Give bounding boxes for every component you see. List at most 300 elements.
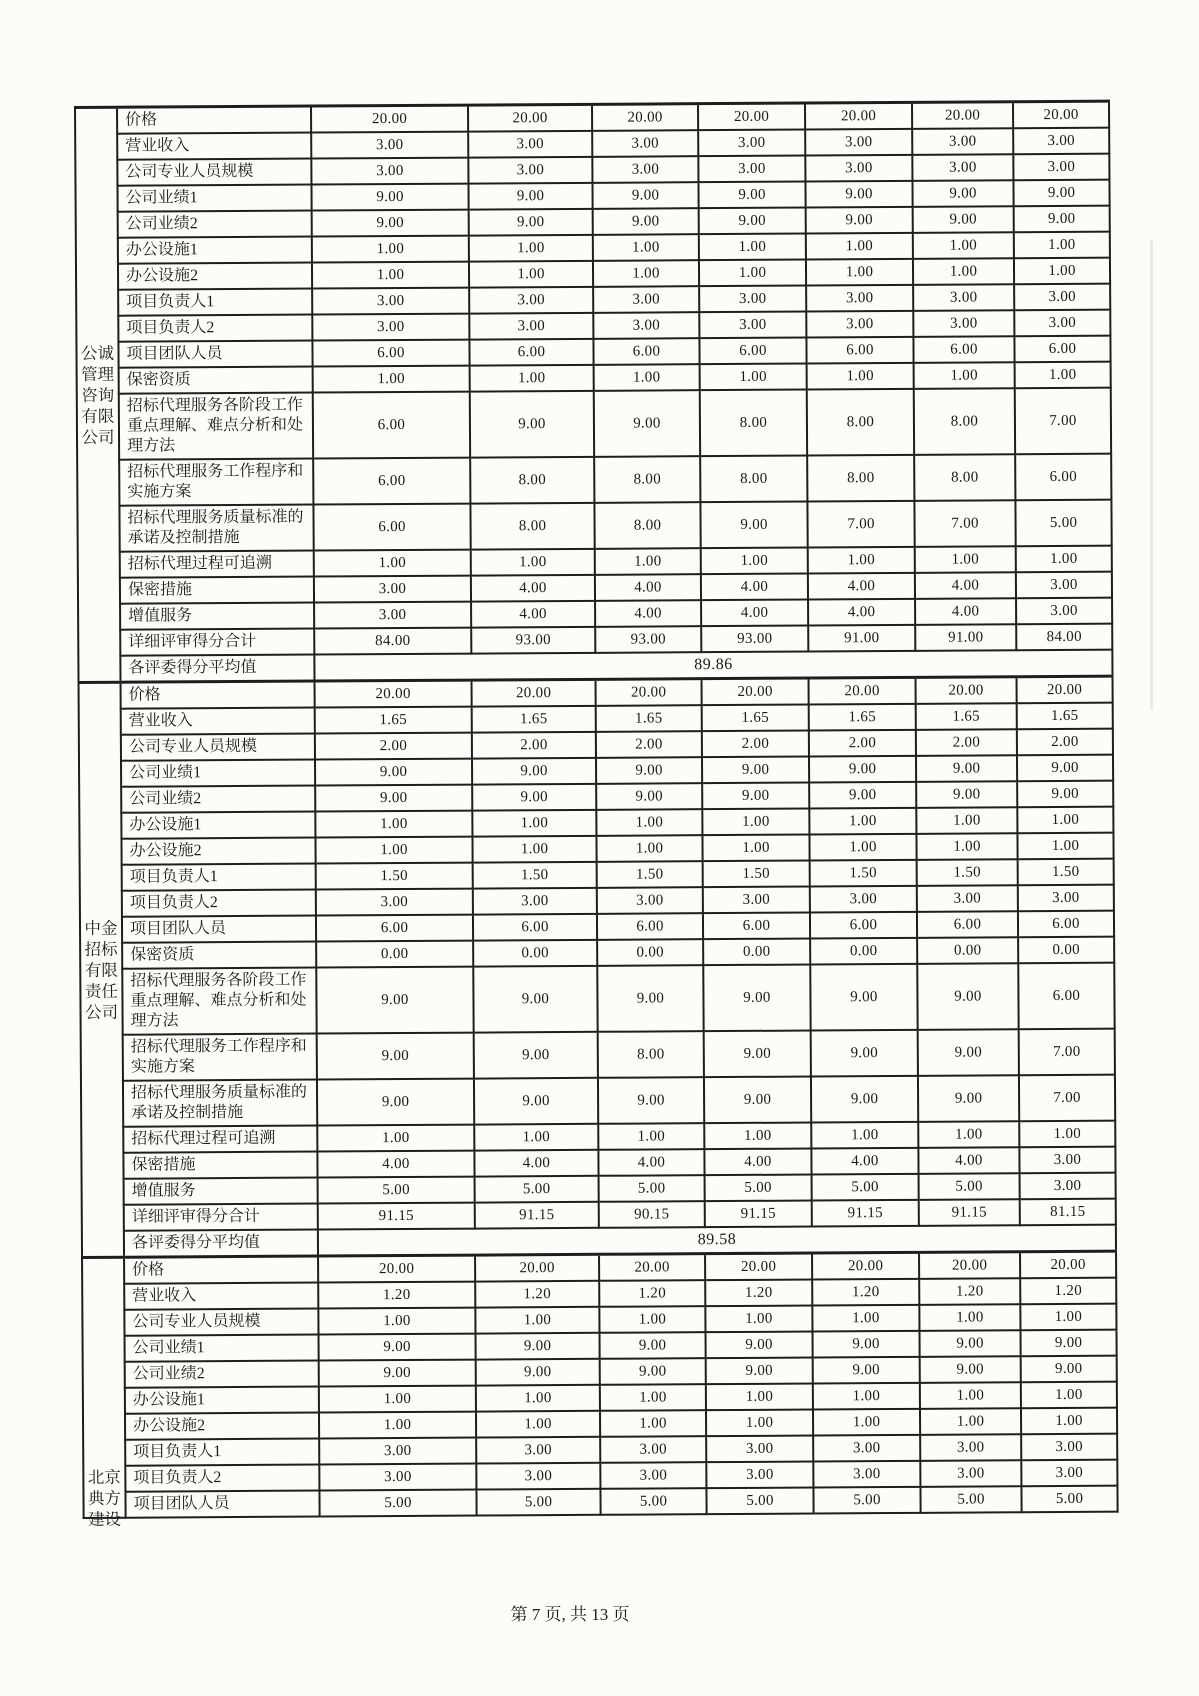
score-cell: 1.00 — [474, 1124, 598, 1151]
score-cell: 1.00 — [319, 1386, 476, 1413]
score-cell: 8.00 — [914, 388, 1015, 455]
criterion-label-cell: 办公设施1 — [118, 237, 312, 264]
score-cell: 3.00 — [805, 129, 912, 156]
score-cell: 7.00 — [1015, 388, 1111, 455]
score-cell: 6.00 — [313, 458, 470, 505]
score-cell: 1.00 — [319, 1412, 476, 1439]
score-cell: 1.65 — [1017, 703, 1113, 730]
score-cell: 8.00 — [807, 389, 914, 456]
score-cell: 9.00 — [476, 1333, 600, 1360]
score-cell: 1.00 — [1017, 833, 1113, 860]
score-cell: 6.00 — [313, 392, 470, 459]
score-cell: 3.00 — [592, 156, 698, 183]
criterion-label-cell: 招标代理服务各阶段工作重点理解、难点分析和处理方法 — [122, 968, 316, 1035]
score-cell: 9.00 — [706, 1358, 813, 1385]
score-cell: 91.15 — [475, 1202, 599, 1229]
score-cell: 1.00 — [476, 1385, 600, 1412]
score-cell: 1.00 — [701, 548, 808, 575]
score-cell: 2.00 — [315, 733, 472, 760]
score-cell: 4.00 — [701, 574, 808, 601]
criterion-label-cell: 公司专业人员规模 — [117, 159, 311, 186]
score-cell: 3.00 — [913, 310, 1014, 337]
score-cell: 20.00 — [472, 679, 596, 706]
score-row — [77, 388, 1111, 460]
score-cell: 9.00 — [472, 758, 596, 785]
score-cell: 3.00 — [314, 576, 471, 603]
criterion-label-cell: 公司专业人员规模 — [124, 1309, 318, 1336]
score-cell: 1.00 — [594, 364, 700, 391]
score-cell: 1.00 — [702, 809, 809, 836]
score-cell: 1.20 — [318, 1282, 475, 1309]
score-cell: 9.00 — [593, 208, 699, 235]
score-cell: 9.00 — [704, 1077, 811, 1124]
criterion-label-cell: 办公设施2 — [121, 838, 315, 865]
score-cell: 3.00 — [912, 154, 1013, 181]
score-cell: 20.00 — [599, 1254, 705, 1281]
score-cell: 1.50 — [703, 861, 810, 888]
score-cell: 3.00 — [312, 288, 469, 315]
score-cell: 1.00 — [1014, 232, 1110, 259]
score-cell: 20.00 — [315, 680, 472, 707]
score-cell: 1.00 — [806, 233, 913, 260]
score-cell: 1.00 — [919, 1304, 1020, 1331]
score-cell: 3.00 — [1014, 284, 1110, 311]
score-cell: 9.00 — [597, 965, 703, 1032]
score-cell: 9.00 — [703, 965, 810, 1032]
score-cell: 1.00 — [809, 834, 916, 861]
score-cell: 93.00 — [701, 626, 808, 653]
score-cell: 9.00 — [912, 180, 1013, 207]
score-cell: 5.00 — [705, 1175, 812, 1202]
score-cell: 1.00 — [916, 807, 1017, 834]
score-cell: 9.00 — [594, 390, 700, 457]
criterion-label-cell: 增值服务 — [124, 1178, 318, 1205]
score-cell: 5.00 — [476, 1489, 600, 1516]
score-cell: 1.00 — [913, 232, 1014, 259]
score-cell: 1.00 — [1021, 1382, 1117, 1409]
score-cell: 3.00 — [920, 1434, 1021, 1461]
score-cell: 3.00 — [473, 888, 597, 915]
score-cell: 3.00 — [1019, 1147, 1115, 1174]
score-cell: 9.00 — [317, 1033, 474, 1080]
score-cell: 6.00 — [917, 911, 1018, 938]
score-cell: 1.65 — [472, 706, 596, 733]
score-cell: 4.00 — [811, 1148, 918, 1175]
score-cell: 1.00 — [595, 548, 701, 575]
score-cell: 3.00 — [468, 157, 592, 184]
score-cell: 6.00 — [473, 914, 597, 941]
score-cell: 1.00 — [808, 547, 915, 574]
score-cell: 9.00 — [811, 1030, 918, 1077]
score-cell: 1.00 — [471, 549, 595, 576]
score-cell: 3.00 — [600, 1462, 706, 1489]
score-cell: 9.00 — [918, 1075, 1019, 1122]
score-cell: 7.00 — [1019, 1029, 1115, 1076]
score-cell: 5.00 — [599, 1175, 705, 1202]
score-cell: 84.00 — [314, 628, 471, 655]
score-cell: 20.00 — [596, 679, 702, 706]
criterion-label-cell: 公司业绩1 — [121, 760, 315, 787]
score-cell: 6.00 — [597, 913, 703, 940]
score-cell: 9.00 — [319, 1334, 476, 1361]
score-cell: 9.00 — [316, 967, 473, 1034]
criterion-label-cell: 项目团队人员 — [118, 341, 312, 368]
score-cell: 5.00 — [920, 1486, 1021, 1513]
score-cell: 9.00 — [592, 182, 698, 209]
score-cell: 1.00 — [1014, 258, 1110, 285]
score-cell: 5.00 — [318, 1177, 475, 1204]
score-cell: 5.00 — [812, 1174, 919, 1201]
score-cell: 3.00 — [469, 313, 593, 340]
score-cell: 3.00 — [913, 284, 1014, 311]
score-cell: 1.00 — [600, 1410, 706, 1437]
score-row — [83, 1486, 1117, 1518]
score-cell: 9.00 — [474, 1078, 598, 1125]
score-cell: 20.00 — [809, 677, 916, 704]
score-cell: 1.20 — [812, 1279, 919, 1306]
score-cell: 0.00 — [473, 940, 597, 967]
score-cell: 1.00 — [918, 1121, 1019, 1148]
criterion-label-cell: 项目负责人2 — [118, 315, 312, 342]
score-cell: 20.00 — [318, 1255, 475, 1282]
score-cell: 20.00 — [705, 1253, 812, 1280]
criterion-label-cell: 公司业绩1 — [117, 185, 311, 212]
score-cell: 9.00 — [1017, 781, 1113, 808]
criterion-label-cell: 办公设施1 — [125, 1387, 319, 1414]
score-cell: 6.00 — [1014, 336, 1110, 363]
score-cell: 4.00 — [474, 1150, 598, 1177]
score-cell: 3.00 — [312, 314, 469, 341]
criterion-label-cell: 招标代理服务质量标准的承诺及控制措施 — [119, 505, 313, 552]
score-cell: 9.00 — [317, 1079, 474, 1126]
score-cell: 3.00 — [698, 156, 805, 183]
score-cell: 6.00 — [316, 915, 473, 942]
score-cell: 6.00 — [703, 913, 810, 940]
score-cell: 3.00 — [319, 1438, 476, 1465]
score-cell: 9.00 — [699, 208, 806, 235]
score-cell: 8.00 — [807, 455, 914, 502]
criterion-label-cell: 营业收入 — [124, 1283, 318, 1310]
score-cell: 20.00 — [475, 1254, 599, 1281]
score-cell: 3.00 — [1021, 1434, 1117, 1461]
score-cell: 9.00 — [809, 782, 916, 809]
score-cell: 4.00 — [808, 573, 915, 600]
score-cell: 7.00 — [807, 501, 914, 548]
score-cell: 3.00 — [476, 1463, 600, 1490]
score-cell: 1.00 — [699, 234, 806, 261]
criterion-label-cell: 价格 — [117, 106, 311, 134]
criterion-label-cell: 招标代理服务各阶段工作重点理解、难点分析和处理方法 — [119, 393, 313, 460]
score-cell: 3.00 — [1013, 154, 1109, 181]
score-cell: 20.00 — [916, 677, 1017, 704]
score-cell: 20.00 — [592, 104, 698, 131]
score-cell: 9.00 — [920, 1356, 1021, 1383]
score-cell: 3.00 — [810, 886, 917, 913]
criterion-label-cell: 详细评审得分合计 — [120, 629, 314, 656]
score-cell: 3.00 — [311, 132, 468, 159]
score-cell: 4.00 — [704, 1149, 811, 1176]
score-cell: 9.00 — [596, 757, 702, 784]
score-cell: 4.00 — [915, 572, 1016, 599]
score-cell: 6.00 — [699, 338, 806, 365]
score-cell: 3.00 — [469, 287, 593, 314]
score-cell: 1.65 — [315, 707, 472, 734]
score-cell: 6.00 — [469, 339, 593, 366]
score-cell: 20.00 — [1017, 676, 1113, 703]
score-cell: 8.00 — [700, 390, 807, 457]
score-cell: 3.00 — [699, 312, 806, 339]
score-cell: 9.00 — [315, 759, 472, 786]
score-cell: 9.00 — [913, 206, 1014, 233]
score-cell: 91.15 — [705, 1201, 812, 1228]
criterion-label-cell: 项目负责人1 — [122, 864, 316, 891]
page-footer: 第 7 页, 共 13 页 — [510, 1605, 630, 1624]
score-cell: 9.00 — [806, 207, 913, 234]
score-cell: 1.00 — [1016, 546, 1112, 573]
score-cell: 1.00 — [313, 366, 470, 393]
score-cell: 1.65 — [596, 705, 702, 732]
score-cell: 9.00 — [472, 784, 596, 811]
score-cell: 7.00 — [914, 500, 1015, 547]
score-cell: 20.00 — [468, 104, 592, 131]
score-cell: 3.00 — [468, 131, 592, 158]
score-cell: 3.00 — [476, 1437, 600, 1464]
criterion-label-cell: 项目团队人员 — [125, 1491, 319, 1518]
score-cell: 9.00 — [1014, 206, 1110, 233]
score-cell: 3.00 — [806, 311, 913, 338]
criterion-label-cell: 公司业绩2 — [125, 1361, 319, 1388]
score-cell: 0.00 — [917, 937, 1018, 964]
score-cell: 1.00 — [472, 836, 596, 863]
criterion-label-cell: 详细评审得分合计 — [124, 1204, 318, 1231]
score-cell: 1.20 — [1020, 1278, 1116, 1305]
score-cell: 1.50 — [1018, 859, 1114, 886]
score-cell: 1.00 — [915, 546, 1016, 573]
score-cell: 93.00 — [471, 627, 595, 654]
score-cell: 1.20 — [919, 1278, 1020, 1305]
score-cell: 5.00 — [475, 1176, 599, 1203]
criterion-label-cell: 公司业绩2 — [118, 211, 312, 238]
score-cell: 3.00 — [316, 889, 473, 916]
score-cell: 2.00 — [809, 730, 916, 757]
criterion-label-cell: 招标代理服务工作程序和实施方案 — [123, 1034, 317, 1081]
score-cell: 9.00 — [1013, 180, 1109, 207]
score-cell: 3.00 — [1018, 885, 1114, 912]
score-row — [77, 454, 1111, 506]
criterion-label-cell: 公司业绩1 — [125, 1335, 319, 1362]
score-cell: 1.00 — [705, 1306, 812, 1333]
score-row — [80, 963, 1114, 1035]
score-cell: 1.00 — [600, 1384, 706, 1411]
score-cell: 2.00 — [472, 732, 596, 759]
score-cell: 3.00 — [706, 1462, 813, 1489]
score-cell: 9.00 — [600, 1332, 706, 1359]
score-cell: 1.50 — [810, 860, 917, 887]
score-cell: 1.00 — [699, 260, 806, 287]
score-cell: 4.00 — [471, 601, 595, 628]
score-cell: 5.00 — [1021, 1486, 1117, 1513]
score-cell: 1.00 — [593, 260, 699, 287]
score-cell: 20.00 — [912, 102, 1013, 129]
score-cell: 1.65 — [916, 703, 1017, 730]
score-cell: 1.00 — [1017, 807, 1113, 834]
score-cell: 9.00 — [1021, 1356, 1117, 1383]
score-cell: 1.00 — [593, 234, 699, 261]
score-cell: 91.00 — [808, 625, 915, 652]
score-cell: 0.00 — [1018, 937, 1114, 964]
score-cell: 20.00 — [805, 102, 912, 129]
score-cell: 91.00 — [915, 624, 1016, 651]
score-cell: 3.00 — [593, 286, 699, 313]
criterion-label-cell: 价格 — [124, 1256, 318, 1284]
score-cell: 7.00 — [1019, 1075, 1115, 1122]
score-cell: 2.00 — [702, 731, 809, 758]
score-cell: 1.65 — [702, 705, 809, 732]
score-cell: 6.00 — [312, 340, 469, 367]
criterion-label-cell: 项目负责人1 — [118, 289, 312, 316]
score-cell: 1.00 — [813, 1409, 920, 1436]
score-cell: 9.00 — [805, 181, 912, 208]
score-cell: 1.00 — [706, 1384, 813, 1411]
company-name-cell: 中金 招标 有限 责任 公司 — [79, 682, 125, 1257]
score-cell: 3.00 — [813, 1435, 920, 1462]
score-cell: 3.00 — [813, 1461, 920, 1488]
score-cell: 4.00 — [598, 1149, 704, 1176]
score-cell: 5.00 — [813, 1487, 920, 1514]
score-cell: 91.15 — [812, 1200, 919, 1227]
score-cell: 6.00 — [1018, 911, 1114, 938]
score-cell: 9.00 — [810, 964, 917, 1031]
score-cell: 9.00 — [1020, 1330, 1116, 1357]
score-cell: 1.20 — [705, 1280, 812, 1307]
score-row — [77, 500, 1111, 552]
criterion-label-cell: 办公设施2 — [125, 1413, 319, 1440]
average-label-cell: 各评委得分平均值 — [120, 655, 314, 683]
criterion-label-cell: 招标代理过程可追溯 — [123, 1126, 317, 1153]
score-cell: 3.00 — [593, 312, 699, 339]
score-cell: 0.00 — [810, 938, 917, 965]
score-cell: 3.00 — [706, 1436, 813, 1463]
score-cell: 1.00 — [469, 261, 593, 288]
score-cell: 3.00 — [699, 286, 806, 313]
criterion-label-cell: 增值服务 — [120, 603, 314, 630]
score-cell: 4.00 — [918, 1147, 1019, 1174]
score-cell: 9.00 — [598, 1077, 704, 1124]
score-cell: 3.00 — [1016, 572, 1112, 599]
score-cell: 9.00 — [809, 756, 916, 783]
score-cell: 1.00 — [1015, 362, 1111, 389]
criterion-label-cell: 办公设施1 — [121, 812, 315, 839]
score-row — [81, 1029, 1115, 1081]
score-cell: 9.00 — [918, 1029, 1019, 1076]
score-cell: 9.00 — [468, 183, 592, 210]
score-cell: 1.00 — [314, 550, 471, 577]
score-cell: 9.00 — [917, 963, 1018, 1030]
score-cell: 1.00 — [1019, 1121, 1115, 1148]
score-cell: 1.00 — [807, 363, 914, 390]
score-cell: 6.00 — [810, 912, 917, 939]
criterion-label-cell: 办公设施2 — [118, 263, 312, 290]
score-cell: 8.00 — [598, 1031, 704, 1078]
score-cell: 4.00 — [701, 600, 808, 627]
score-cell: 1.00 — [598, 1123, 704, 1150]
score-cell: 0.00 — [703, 939, 810, 966]
company-name-cell: 北京 典方 建设 — [82, 1257, 126, 1518]
score-cell: 9.00 — [702, 757, 809, 784]
score-cell: 1.00 — [1020, 1304, 1116, 1331]
average-value-cell: 89.58 — [318, 1225, 1116, 1256]
criterion-label-cell: 保密资质 — [122, 942, 316, 969]
score-cell: 8.00 — [470, 457, 594, 504]
score-cell: 3.00 — [1020, 1173, 1116, 1200]
evaluation-table-wrap — [74, 100, 1119, 1529]
score-cell: 1.00 — [920, 1408, 1021, 1435]
criterion-label-cell: 招标代理服务质量标准的承诺及控制措施 — [123, 1080, 317, 1127]
score-cell: 3.00 — [311, 158, 468, 185]
score-cell: 1.00 — [914, 362, 1015, 389]
score-cell: 5.00 — [706, 1488, 813, 1515]
score-cell: 1.00 — [599, 1306, 705, 1333]
score-cell: 4.00 — [595, 574, 701, 601]
score-cell: 1.20 — [599, 1280, 705, 1307]
score-cell: 9.00 — [315, 785, 472, 812]
score-cell: 5.00 — [1015, 500, 1111, 547]
score-cell: 20.00 — [919, 1252, 1020, 1279]
score-cell: 2.00 — [1017, 729, 1113, 756]
criterion-label-cell: 公司专业人员规模 — [121, 734, 315, 761]
score-cell: 9.00 — [811, 1076, 918, 1123]
score-cell: 3.00 — [912, 128, 1013, 155]
criterion-label-cell: 保密措施 — [123, 1152, 317, 1179]
score-cell: 1.00 — [813, 1383, 920, 1410]
score-cell: 6.00 — [1018, 963, 1114, 1030]
score-cell: 1.00 — [317, 1125, 474, 1152]
score-cell: 20.00 — [311, 105, 468, 132]
score-cell: 1.00 — [1021, 1408, 1117, 1435]
score-cell: 5.00 — [600, 1488, 706, 1515]
score-cell: 9.00 — [812, 1331, 919, 1358]
score-cell: 0.00 — [597, 939, 703, 966]
score-cell: 9.00 — [704, 1031, 811, 1078]
score-cell: 9.00 — [600, 1358, 706, 1385]
score-cell: 6.00 — [1015, 454, 1111, 501]
score-cell: 2.00 — [596, 731, 702, 758]
criterion-label-cell: 保密措施 — [120, 577, 314, 604]
score-cell: 9.00 — [470, 391, 594, 458]
score-cell: 6.00 — [806, 337, 913, 364]
score-cell: 8.00 — [594, 456, 700, 503]
score-cell: 3.00 — [597, 887, 703, 914]
score-cell: 3.00 — [1014, 310, 1110, 337]
score-cell: 2.00 — [916, 729, 1017, 756]
score-cell: 20.00 — [1020, 1251, 1116, 1278]
criterion-label-cell: 项目团队人员 — [122, 916, 316, 943]
score-cell: 1.00 — [700, 364, 807, 391]
score-cell: 9.00 — [813, 1357, 920, 1384]
criterion-label-cell: 公司业绩2 — [121, 786, 315, 813]
score-cell: 1.00 — [318, 1308, 475, 1335]
criterion-label-cell: 营业收入 — [117, 133, 311, 160]
score-cell: 91.15 — [919, 1199, 1020, 1226]
score-cell: 3.00 — [600, 1436, 706, 1463]
score-cell: 3.00 — [703, 887, 810, 914]
criterion-label-cell: 招标代理服务工作程序和实施方案 — [119, 459, 313, 506]
score-cell: 1.00 — [469, 235, 593, 262]
score-cell: 8.00 — [470, 503, 594, 550]
score-cell: 1.00 — [706, 1410, 813, 1437]
score-cell: 4.00 — [317, 1151, 474, 1178]
score-cell: 9.00 — [916, 781, 1017, 808]
